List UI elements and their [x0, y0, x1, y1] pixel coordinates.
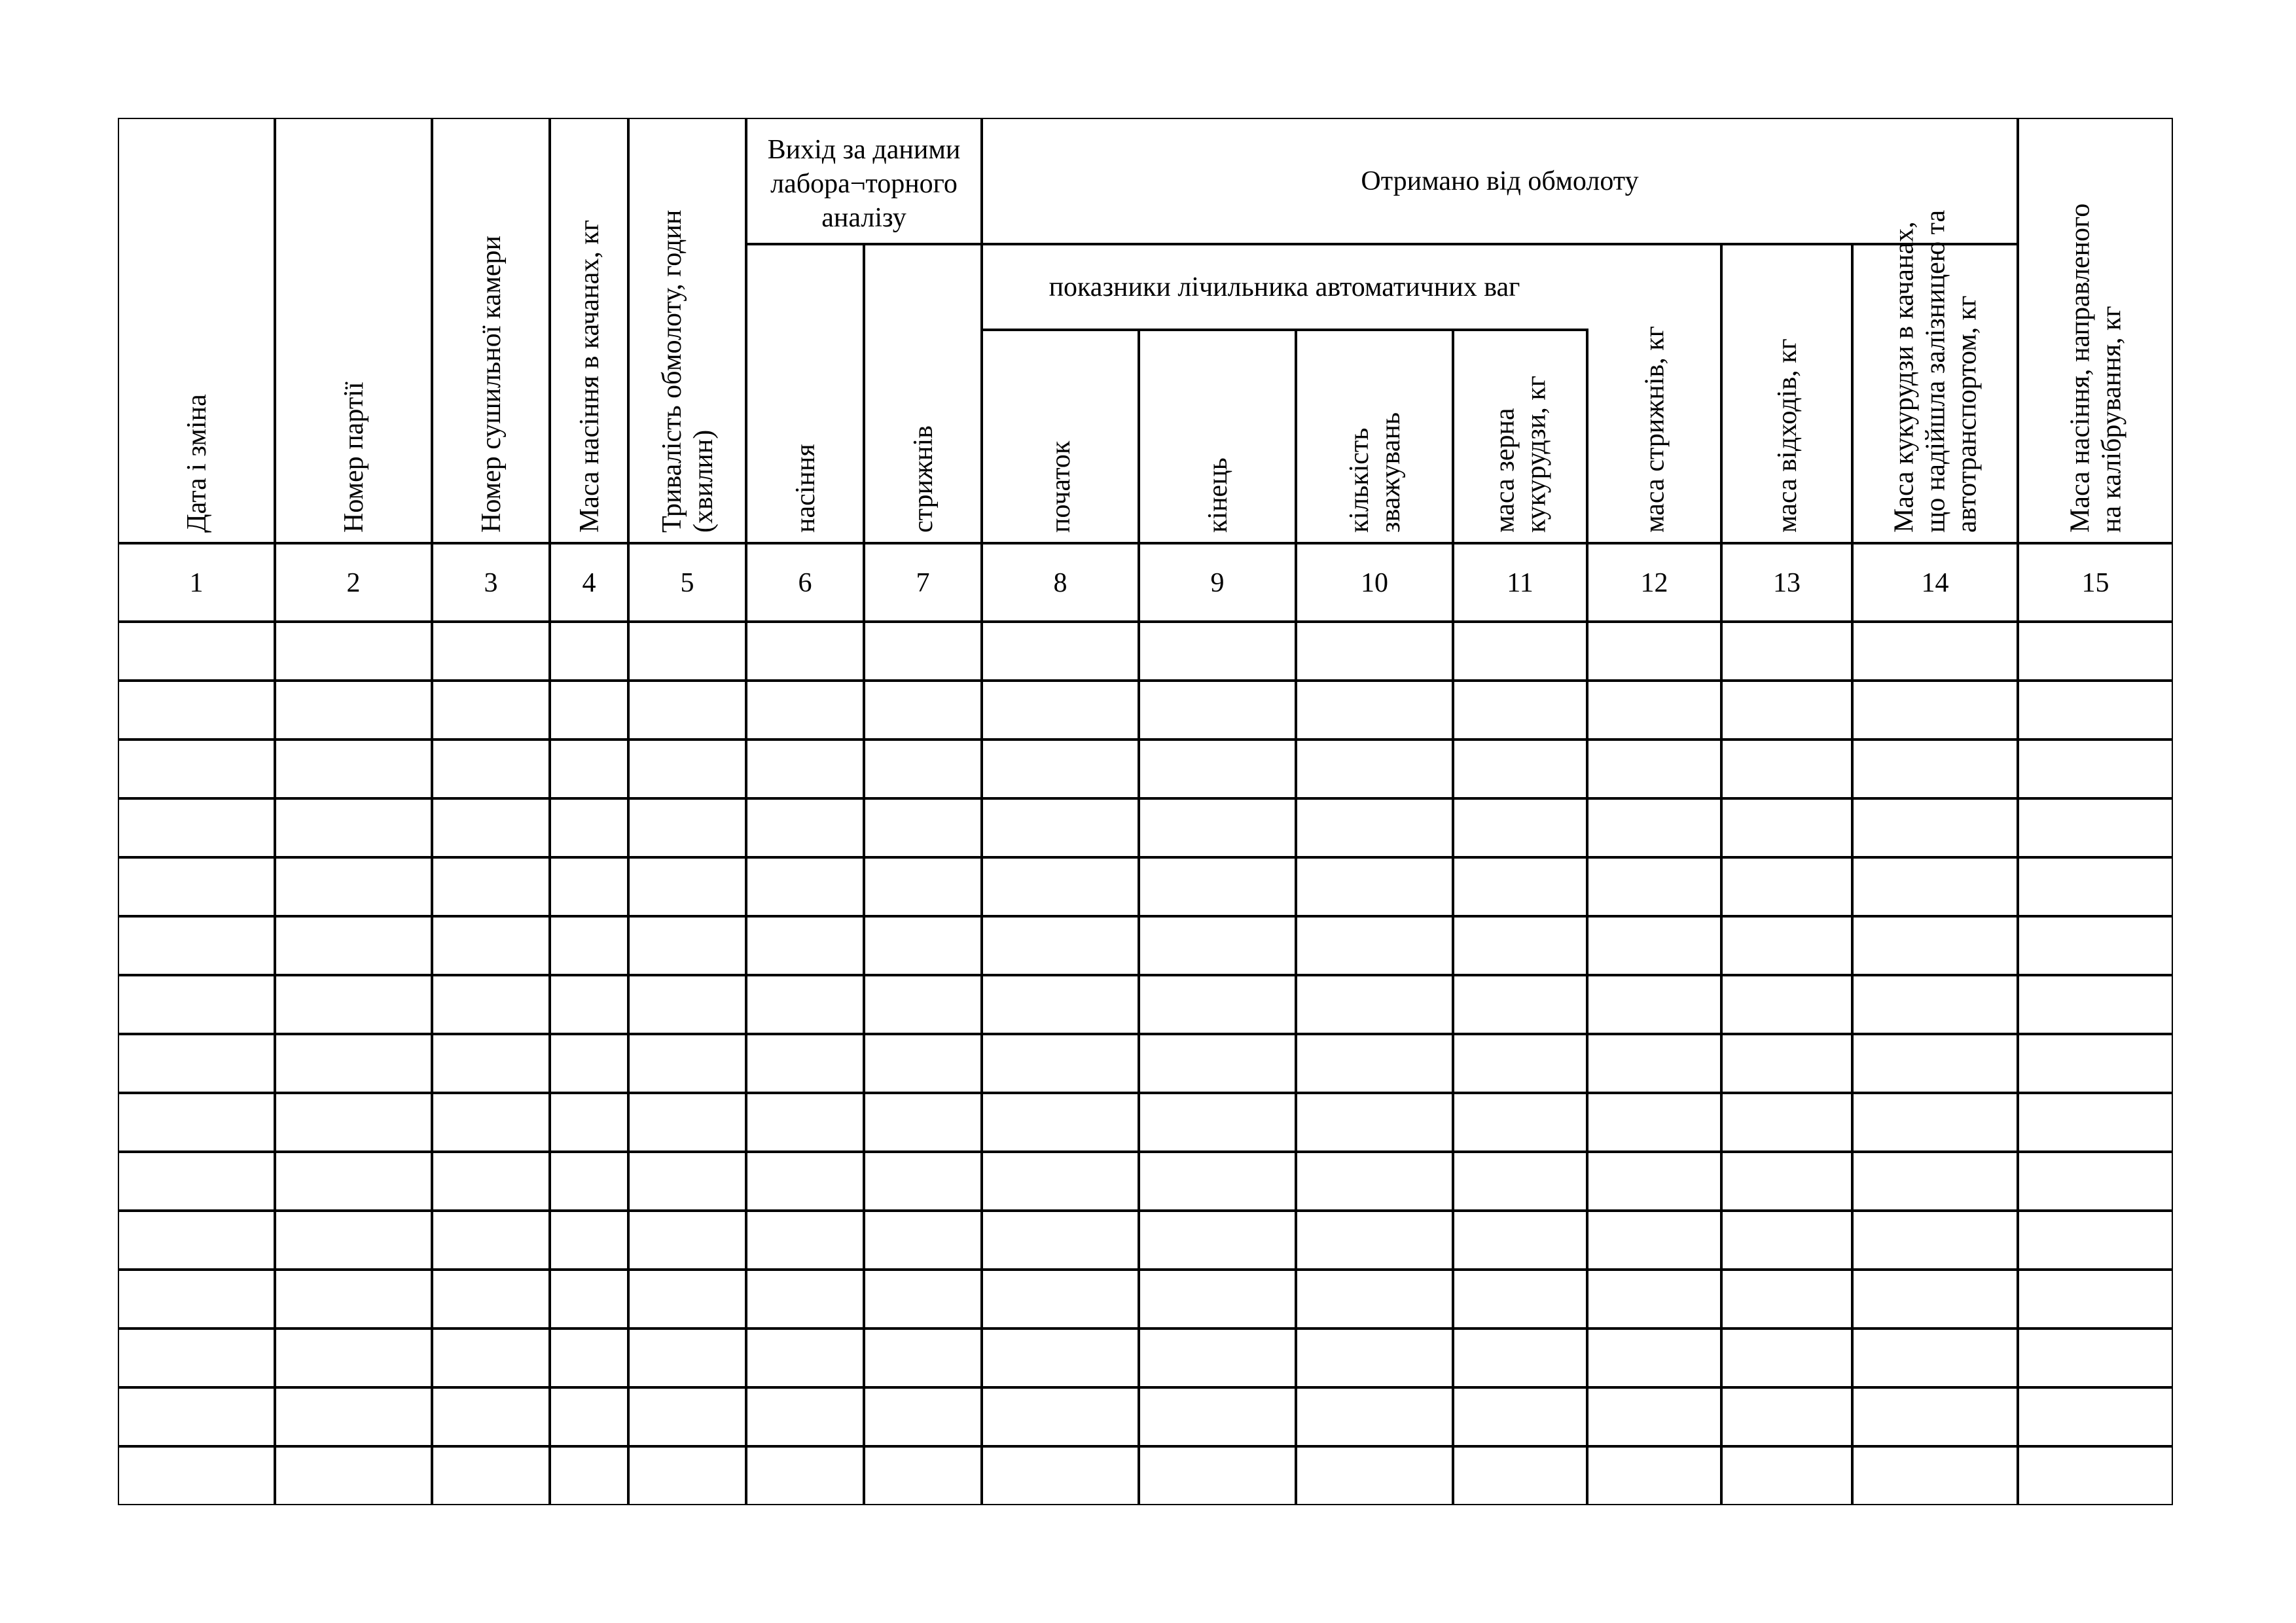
blank-cell[interactable] [551, 1153, 627, 1209]
blank-cell[interactable] [747, 1153, 863, 1209]
blank-cell[interactable] [433, 1389, 548, 1445]
blank-cell[interactable] [1588, 682, 1720, 738]
blank-cell[interactable] [865, 1271, 980, 1327]
blank-cell[interactable] [1588, 1153, 1720, 1209]
blank-cell[interactable] [1454, 976, 1586, 1033]
blank-cell[interactable] [119, 682, 274, 738]
blank-cell[interactable] [1588, 741, 1720, 797]
blank-cell[interactable] [630, 1094, 745, 1150]
blank-cell[interactable] [747, 682, 863, 738]
blank-cell[interactable] [1454, 1094, 1586, 1150]
blank-cell[interactable] [983, 859, 1138, 915]
blank-cell[interactable] [433, 1448, 548, 1504]
blank-cell[interactable] [1723, 682, 1851, 738]
blank-cell[interactable] [2019, 1153, 2172, 1209]
column-header-15: на калібрування, кг [2096, 306, 2127, 533]
blank-cell[interactable] [2019, 741, 2172, 797]
blank-cell[interactable] [1297, 682, 1452, 738]
column-header-3: Номер сушильної камери [476, 235, 507, 533]
blank-cell[interactable] [1454, 1389, 1586, 1445]
blank-cell[interactable] [1454, 1153, 1586, 1209]
blank-cell[interactable] [551, 976, 627, 1033]
blank-cell[interactable] [1297, 976, 1452, 1033]
blank-cell[interactable] [630, 1389, 745, 1445]
blank-cell[interactable] [983, 1448, 1138, 1504]
blank-cell[interactable] [1723, 1035, 1851, 1092]
blank-cell[interactable] [1854, 1094, 2017, 1150]
blank-cell[interactable] [865, 1035, 980, 1092]
blank-cell[interactable] [2019, 1094, 2172, 1150]
blank-cell[interactable] [1854, 682, 2017, 738]
blank-cell[interactable] [551, 1389, 627, 1445]
blank-cell[interactable] [865, 1212, 980, 1268]
blank-cell[interactable] [865, 682, 980, 738]
blank-cell[interactable] [551, 1448, 627, 1504]
blank-cell[interactable] [119, 1448, 274, 1504]
blank-cell[interactable] [865, 1094, 980, 1150]
column-number-6: 6 [798, 568, 812, 598]
blank-cell[interactable] [433, 918, 548, 974]
blank-cell[interactable] [983, 1330, 1138, 1386]
blank-cell[interactable] [2019, 682, 2172, 738]
blank-cell[interactable] [276, 918, 431, 974]
column-number-10: 10 [1361, 568, 1388, 598]
blank-cell[interactable] [1854, 1271, 2017, 1327]
blank-cell[interactable] [1140, 1212, 1295, 1268]
blank-cell[interactable] [276, 682, 431, 738]
blank-cell[interactable] [119, 859, 274, 915]
blank-cell[interactable] [276, 1448, 431, 1504]
blank-cell[interactable] [2019, 1389, 2172, 1445]
blank-cell[interactable] [747, 1094, 863, 1150]
blank-cell[interactable] [276, 741, 431, 797]
blank-cell[interactable] [119, 1094, 274, 1150]
blank-cell[interactable] [1723, 859, 1851, 915]
column-number-9: 9 [1210, 568, 1225, 598]
blank-cell[interactable] [630, 859, 745, 915]
blank-cell[interactable] [1297, 1035, 1452, 1092]
blank-cell[interactable] [747, 918, 863, 974]
blank-cell[interactable] [276, 1153, 431, 1209]
blank-cell[interactable] [1723, 1448, 1851, 1504]
blank-cell[interactable] [865, 976, 980, 1033]
blank-cell[interactable] [1723, 741, 1851, 797]
blank-cell[interactable] [2019, 800, 2172, 856]
blank-cell[interactable] [433, 976, 548, 1033]
lab-output-group-header: лабора¬торного [770, 169, 958, 199]
blank-cell[interactable] [119, 1153, 274, 1209]
blank-cell[interactable] [630, 1153, 745, 1209]
column-header-5: Тривалість обмолоту, годин [657, 209, 687, 533]
blank-cell[interactable] [551, 800, 627, 856]
blank-cell[interactable] [983, 1271, 1138, 1327]
blank-cell[interactable] [1297, 1094, 1452, 1150]
column-header-14: Маса кукурудзи в качанах, [1889, 221, 1920, 533]
column-header-4: Маса насіння в качанах, кг [575, 219, 605, 533]
blank-cell[interactable] [1297, 1153, 1452, 1209]
blank-cell[interactable] [983, 1389, 1138, 1445]
blank-cell[interactable] [433, 1153, 548, 1209]
blank-cell[interactable] [119, 1330, 274, 1386]
blank-cell[interactable] [1297, 1389, 1452, 1445]
blank-cell[interactable] [865, 859, 980, 915]
blank-cell[interactable] [983, 682, 1138, 738]
blank-cell[interactable] [1454, 682, 1586, 738]
blank-cell[interactable] [1723, 1389, 1851, 1445]
blank-cell[interactable] [865, 800, 980, 856]
blank-cell[interactable] [1140, 918, 1295, 974]
column-header-6: насіння [791, 444, 821, 533]
blank-cell[interactable] [1140, 1094, 1295, 1150]
column-number-11: 11 [1507, 568, 1534, 598]
column-number-14: 14 [1921, 568, 1949, 598]
blank-cell[interactable] [1588, 1271, 1720, 1327]
blank-cell[interactable] [433, 1271, 548, 1327]
blank-cell[interactable] [1454, 1212, 1586, 1268]
blank-cell[interactable] [433, 800, 548, 856]
threshing-received-group-header: Отримано від обмолоту [1361, 166, 1639, 196]
column-number-7: 7 [916, 568, 930, 598]
column-header-7: стрижнів [908, 425, 939, 533]
blank-cell[interactable] [1140, 741, 1295, 797]
blank-cell[interactable] [983, 1212, 1138, 1268]
blank-cell[interactable] [276, 859, 431, 915]
blank-cell[interactable] [1140, 800, 1295, 856]
blank-cell[interactable] [747, 741, 863, 797]
column-header-12: маса стрижнів, кг [1640, 326, 1670, 533]
column-header-11: маса зерна [1490, 408, 1520, 533]
blank-cell[interactable] [747, 1448, 863, 1504]
blank-cell[interactable] [2019, 1448, 2172, 1504]
blank-cell[interactable] [983, 1035, 1138, 1092]
blank-cell[interactable] [1297, 1448, 1452, 1504]
blank-cell[interactable] [1140, 1389, 1295, 1445]
blank-cell[interactable] [747, 1389, 863, 1445]
blank-cell[interactable] [747, 1330, 863, 1386]
blank-cell[interactable] [865, 1448, 980, 1504]
blank-cell[interactable] [551, 918, 627, 974]
blank-cell[interactable] [551, 1271, 627, 1327]
blank-cell[interactable] [2019, 976, 2172, 1033]
blank-cell[interactable] [2019, 859, 2172, 915]
blank-cell[interactable] [747, 800, 863, 856]
blank-cell[interactable] [1588, 1389, 1720, 1445]
blank-cell[interactable] [433, 1212, 548, 1268]
column-header-14: що надійшла залізницею та [1920, 209, 1951, 533]
blank-cell[interactable] [119, 1212, 274, 1268]
blank-cell[interactable] [1854, 1153, 2017, 1209]
column-number-5: 5 [680, 568, 694, 598]
blank-cell[interactable] [747, 1035, 863, 1092]
blank-cell[interactable] [1297, 800, 1452, 856]
blank-cell[interactable] [630, 1271, 745, 1327]
blank-cell[interactable] [276, 1094, 431, 1150]
blank-cell[interactable] [1854, 859, 2017, 915]
blank-cell[interactable] [551, 1094, 627, 1150]
blank-cell[interactable] [747, 859, 863, 915]
column-number-12: 12 [1640, 568, 1668, 598]
blank-cell[interactable] [433, 1330, 548, 1386]
blank-cell[interactable] [630, 682, 745, 738]
blank-cell[interactable] [433, 1094, 548, 1150]
column-header-5: (хвилин) [689, 429, 719, 533]
column-header-11: кукурудзи, кг [1521, 375, 1552, 533]
blank-cell[interactable] [276, 1035, 431, 1092]
blank-cell[interactable] [1723, 1330, 1851, 1386]
blank-cell[interactable] [747, 1271, 863, 1327]
table-headers [182, 135, 2127, 533]
blank-cell[interactable] [1723, 918, 1851, 974]
blank-cell[interactable] [983, 976, 1138, 1033]
blank-cell[interactable] [119, 741, 274, 797]
blank-cell[interactable] [1588, 1212, 1720, 1268]
blank-cell[interactable] [1297, 1330, 1452, 1386]
column-number-2: 2 [346, 568, 361, 598]
blank-cell[interactable] [276, 1330, 431, 1386]
column-number-8: 8 [1053, 568, 1067, 598]
blank-cell[interactable] [276, 1389, 431, 1445]
blank-cell[interactable] [1588, 1330, 1720, 1386]
blank-cell[interactable] [1723, 1271, 1851, 1327]
blank-cell[interactable] [865, 918, 980, 974]
blank-cell[interactable] [1140, 1153, 1295, 1209]
blank-cell[interactable] [1854, 1035, 2017, 1092]
blank-cell[interactable] [2019, 918, 2172, 974]
blank-cell[interactable] [983, 1094, 1138, 1150]
form-table [118, 118, 2173, 1505]
blank-cell[interactable] [119, 1035, 274, 1092]
blank-cell[interactable] [1588, 1448, 1720, 1504]
blank-cell[interactable] [119, 976, 274, 1033]
blank-cell[interactable] [1588, 1035, 1720, 1092]
blank-cell[interactable] [630, 1330, 745, 1386]
blank-cell[interactable] [433, 682, 548, 738]
blank-cell[interactable] [2019, 1212, 2172, 1268]
blank-cell[interactable] [1588, 859, 1720, 915]
blank-cell[interactable] [276, 1271, 431, 1327]
blank-cell[interactable] [630, 918, 745, 974]
blank-cell[interactable] [1297, 741, 1452, 797]
blank-cell[interactable] [747, 1212, 863, 1268]
blank-cell[interactable] [1723, 1212, 1851, 1268]
column-number-3: 3 [484, 568, 498, 598]
blank-cell[interactable] [983, 918, 1138, 974]
column-header-1: Дата і зміна [182, 394, 212, 533]
blank-cell[interactable] [1723, 800, 1851, 856]
column-header-10: кількість [1344, 427, 1374, 533]
column-header-8: початок [1046, 440, 1076, 533]
blank-cell[interactable] [551, 682, 627, 738]
blank-cell[interactable] [1854, 976, 2017, 1033]
blank-cell[interactable] [1588, 976, 1720, 1033]
blank-cell[interactable] [1854, 741, 2017, 797]
column-number-4: 4 [582, 568, 596, 598]
blank-cell[interactable] [119, 800, 274, 856]
lab-output-group-header: Вихід за даними [767, 135, 961, 165]
blank-cell[interactable] [1297, 918, 1452, 974]
blank-cell[interactable] [983, 741, 1138, 797]
blank-cell[interactable] [630, 741, 745, 797]
blank-cell[interactable] [551, 1330, 627, 1386]
blank-cell[interactable] [1140, 1330, 1295, 1386]
blank-cell[interactable] [276, 1212, 431, 1268]
lab-output-group-header: аналізу [821, 203, 906, 233]
blank-cell[interactable] [630, 1212, 745, 1268]
column-header-2: Номер партії [339, 382, 369, 533]
column-number-1: 1 [189, 568, 204, 598]
blank-cell[interactable] [119, 1389, 274, 1445]
blank-cell[interactable] [1140, 976, 1295, 1033]
blank-cell[interactable] [1454, 1448, 1586, 1504]
blank-cell[interactable] [276, 976, 431, 1033]
blank-cell[interactable] [1854, 1389, 2017, 1445]
blank-cell[interactable] [1297, 1212, 1452, 1268]
blank-cell[interactable] [433, 859, 548, 915]
blank-cell[interactable] [551, 1212, 627, 1268]
blank-cell[interactable] [747, 976, 863, 1033]
blank-cell[interactable] [630, 976, 745, 1033]
blank-cell[interactable] [551, 859, 627, 915]
blank-cell[interactable] [630, 800, 745, 856]
blank-cell[interactable] [433, 741, 548, 797]
blank-cell[interactable] [1854, 918, 2017, 974]
blank-cell[interactable] [1723, 1094, 1851, 1150]
blank-cell[interactable] [1140, 859, 1295, 915]
blank-cell[interactable] [1854, 1212, 2017, 1268]
blank-cell[interactable] [1854, 1448, 2017, 1504]
column-number-row [190, 568, 2109, 598]
blank-cell[interactable] [551, 1035, 627, 1092]
blank-cell[interactable] [1588, 800, 1720, 856]
blank-cell[interactable] [119, 1271, 274, 1327]
blank-cell[interactable] [1140, 1448, 1295, 1504]
blank-cell[interactable] [1297, 859, 1452, 915]
blank-cell[interactable] [433, 1035, 548, 1092]
blank-cell[interactable] [551, 741, 627, 797]
blank-cell[interactable] [1588, 918, 1720, 974]
blank-cell[interactable] [2019, 1035, 2172, 1092]
blank-cell[interactable] [1454, 800, 1586, 856]
blank-cell[interactable] [1297, 1271, 1452, 1327]
blank-cell[interactable] [119, 918, 274, 974]
blank-cell[interactable] [865, 1153, 980, 1209]
blank-cell[interactable] [865, 1330, 980, 1386]
blank-cell[interactable] [1454, 918, 1586, 974]
blank-cell[interactable] [1454, 1035, 1586, 1092]
blank-cell[interactable] [1854, 1330, 2017, 1386]
column-header-15: Маса насіння, направленого [2065, 203, 2096, 533]
blank-cell[interactable] [1723, 976, 1851, 1033]
blank-cell[interactable] [1723, 1153, 1851, 1209]
blank-cell[interactable] [1854, 800, 2017, 856]
blank-cell[interactable] [1454, 1271, 1586, 1327]
blank-cell[interactable] [983, 1153, 1138, 1209]
blank-cell[interactable] [276, 800, 431, 856]
blank-cell[interactable] [865, 1389, 980, 1445]
column-header-14: автотранспортом, кг [1952, 295, 1982, 533]
column-header-13: маса відходів, кг [1772, 338, 1803, 533]
blank-cell[interactable] [1140, 1035, 1295, 1092]
blank-cell[interactable] [630, 1035, 745, 1092]
blank-cell[interactable] [630, 1448, 745, 1504]
blank-cell[interactable] [2019, 1330, 2172, 1386]
column-header-9: кінець [1203, 457, 1233, 533]
blank-cell[interactable] [1140, 682, 1295, 738]
blank-cell[interactable] [1454, 859, 1586, 915]
blank-cell[interactable] [983, 800, 1138, 856]
scale-counter-group-header: показники лічильника автоматичних ваг [1049, 272, 1520, 302]
blank-cell[interactable] [865, 741, 980, 797]
column-number-13: 13 [1773, 568, 1801, 598]
blank-cell[interactable] [1588, 1094, 1720, 1150]
blank-cell[interactable] [1140, 1271, 1295, 1327]
column-header-10: зважувань [1376, 412, 1406, 533]
column-number-15: 15 [2081, 568, 2109, 598]
blank-cell[interactable] [1454, 741, 1586, 797]
blank-cell[interactable] [1454, 1330, 1586, 1386]
blank-cell[interactable] [2019, 1271, 2172, 1327]
